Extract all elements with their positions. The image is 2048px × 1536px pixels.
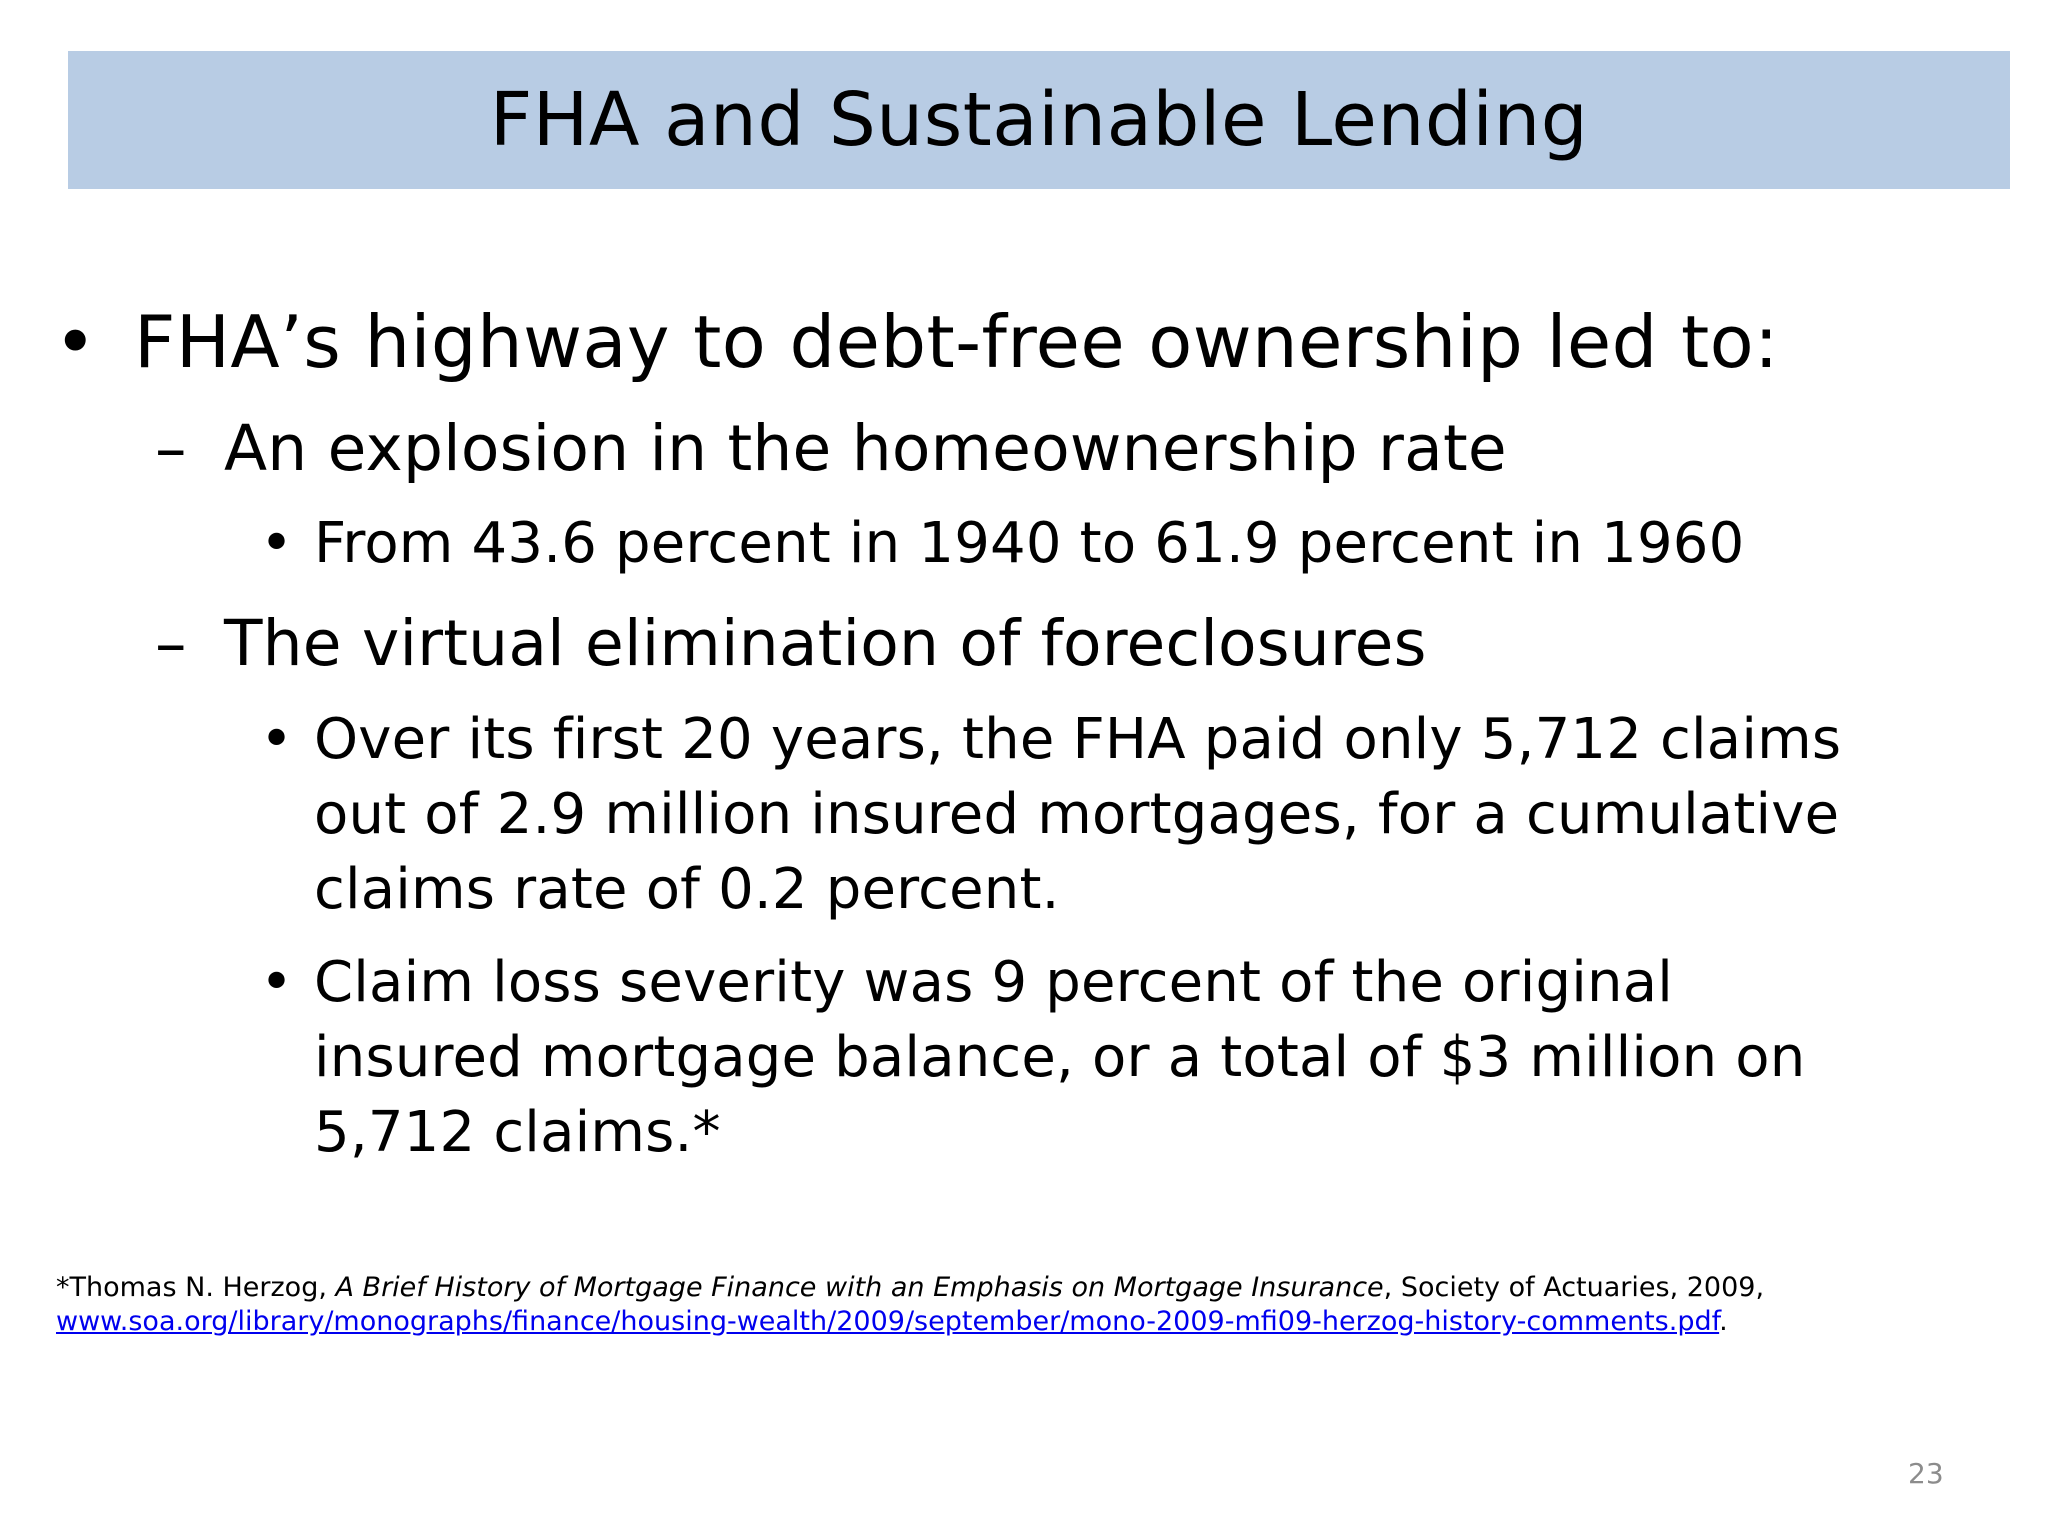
footnote-link-line [56,1308,1728,1335]
footnote-citation [56,1274,1764,1301]
footnote-url-link[interactable]: www.soa.org/library/monographs/finance/housing-wealth/2009/september/mono-2009-mfi09-herzog-history-comments.pdf [56,1306,1720,1337]
point-claims-line-1: Over its first 20 years, the FHA paid only 5,712 claims [314,707,1842,772]
main-bullet: FHA’s highway to debt-free ownership led to: [134,300,1779,384]
bullet-marker: • [260,950,294,1015]
dash-marker: – [155,412,187,485]
sub-bullet-foreclosures: The virtual elimination of foreclosures [224,607,1427,680]
point-severity-line-3: 5,712 claims.* [314,1100,721,1165]
slide-title: FHA and Sustainable Lending [489,77,1589,163]
footnote-author: *Thomas N. Herzog, [56,1272,336,1303]
bullet-marker: • [54,300,97,384]
sub-bullet-homeownership: An explosion in the homeownership rate [224,412,1507,485]
bullet-marker: • [260,707,294,772]
bullet-marker: • [260,511,294,576]
footnote-period: . [1719,1306,1728,1337]
page-number: 23 [1908,1457,1944,1490]
point-severity-line-1: Claim loss severity was 9 percent of the original [314,950,1673,1015]
dash-marker: – [155,607,187,680]
footnote-book-title: A Brief History of Mortgage Finance with an Emphasis on Mortgage Insurance [335,1272,1384,1303]
point-severity-line-2: insured mortgage balance, or a total of $3 million on [314,1025,1806,1090]
point-claims-line-2: out of 2.9 million insured mortgages, for a cumulative [314,782,1840,847]
point-claims-line-3: claims rate of 0.2 percent. [314,857,1060,922]
footnote-publisher: , Society of Actuaries, 2009, [1383,1272,1765,1303]
point-homeownership-rate: From 43.6 percent in 1940 to 61.9 percent in 1960 [314,511,1745,576]
